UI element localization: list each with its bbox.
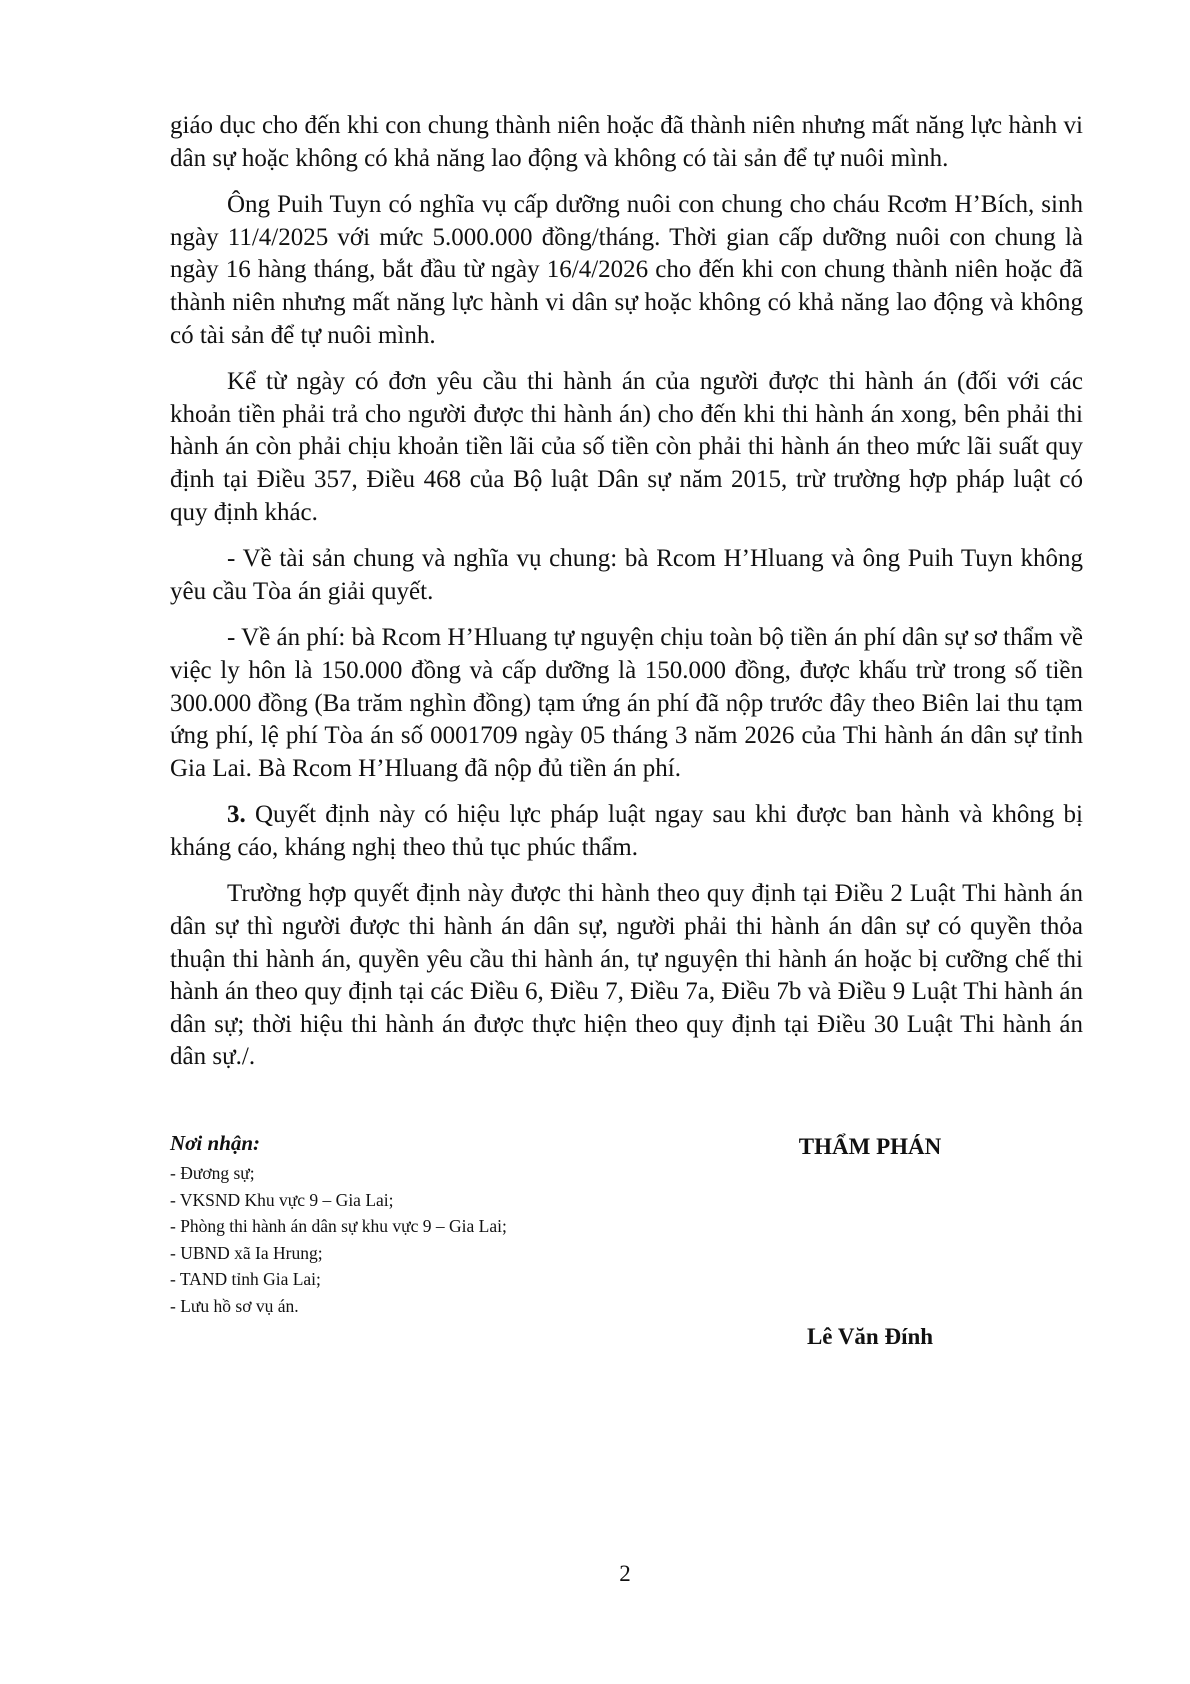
recipient-item: - Phòng thi hành án dân sự khu vực 9 – Gia Lai; bbox=[170, 1216, 507, 1236]
recipient-item: - UBND xã Ia Hrung; bbox=[170, 1242, 323, 1263]
page-number: 2 bbox=[619, 1561, 631, 1586]
recipients-title: Nơi nhận: bbox=[170, 1131, 261, 1155]
paragraph-enforcement: Trường hợp quyết định này được thi hành theo quy định tại Điều 2 Luật Thi hành án dân sự thì người được thi hành án dân sự, người phải thi hành án dân sự có quyền thỏa thuận thi hành án, quyền yêu cầu thi hành án, tự nguyện thi hành án hoặc bị cưỡng chế thi hành án theo quy định tại các Điều 6, Điều 7, Điều 7a, Điều 7b và Điều 9 Luật Thi hành án dân sự; thời hiệu thi hành án được thực hiện theo quy định tại Điều 30 Luật Thi hành án dân sự./. bbox=[170, 880, 1083, 1071]
section-3-text: Quyết định này có hiệu lực pháp luật ngay sau khi được ban hành và không bị kháng cáo, kháng nghị theo thủ tục phúc thẩm. bbox=[170, 801, 1083, 861]
section-3-number: 3. bbox=[227, 801, 246, 829]
paragraph-common-property: - Về tài sản chung và nghĩa vụ chung: bà Rcom H’Hluang và ông Puih Tuyn không yêu cầu Tòa án giải quyết. bbox=[170, 545, 1083, 605]
recipients-block bbox=[170, 1129, 690, 1319]
judge-title: THẨM PHÁN bbox=[798, 1134, 942, 1159]
recipients-list bbox=[170, 1160, 690, 1319]
recipient-item: - Lưu hồ sơ vụ án. bbox=[170, 1295, 299, 1316]
document-body bbox=[170, 110, 1083, 1088]
recipient-item: - VKSND Khu vực 9 – Gia Lai; bbox=[170, 1189, 394, 1210]
recipient-item: - Đương sự; bbox=[170, 1163, 255, 1183]
paragraph-continuation: giáo dục cho đến khi con chung thành niên hoặc đã thành niên nhưng mất năng lực hành vi dân sự hoặc không có khả năng lao động và không có tài sản để tự nuôi mình. bbox=[170, 112, 1083, 172]
judge-name: Lê Văn Đính bbox=[806, 1324, 934, 1349]
paragraph-child-support: Ông Puih Tuyn có nghĩa vụ cấp dưỡng nuôi con chung cho cháu Rcơm H’Bích, sinh ngày 11/4/2025 với mức 5.000.000 đồng/tháng. Thời gian cấp dưỡng nuôi con chung là ngày 16 hàng tháng, bắt đầu từ ngày 16/4/2026 cho đến khi con chung thành niên hoặc đã thành niên nhưng mất năng lực hành vi dân sự hoặc không có khả năng lao động và không có tài sản để tự nuôi mình. bbox=[170, 191, 1083, 349]
section-3-paragraph bbox=[170, 799, 1083, 864]
paragraph-interest: Kể từ ngày có đơn yêu cầu thi hành án của người được thi hành án (đối với các khoản tiền phải trả cho người được thi hành án) cho đến khi thi hành án xong, bên phải thi hành án còn phải chịu khoản tiền lãi của số tiền còn phải thi hành án theo mức lãi suất quy định tại Điều 357, Điều 468 của Bộ luật Dân sự năm 2015, trừ trường hợp pháp luật có quy định khác. bbox=[170, 368, 1083, 526]
recipient-item: - TAND tỉnh Gia Lai; bbox=[170, 1269, 321, 1289]
paragraph-court-fee: - Về án phí: bà Rcom H’Hluang tự nguyện chịu toàn bộ tiền án phí dân sự sơ thẩm về việc ly hôn là 150.000 đồng và cấp dưỡng là 150.000 đồng, được khấu trừ trong số tiền 300.000 đồng (Ba trăm nghìn đồng) tạm ứng án phí đã nộp trước đây theo Biên lai thu tạm ứng phí, lệ phí Tòa án số 0001709 ngày 05 tháng 3 năm 2026 của Thi hành án dân sự tỉnh Gia Lai. Bà Rcom H’Hluang đã nộp đủ tiền án phí. bbox=[170, 624, 1083, 782]
